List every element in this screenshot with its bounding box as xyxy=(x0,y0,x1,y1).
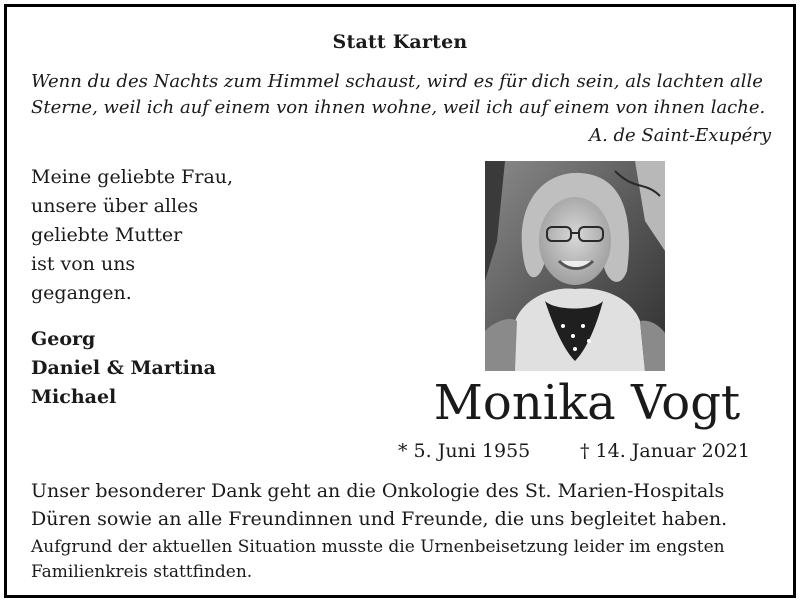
note-line-1: Aufgrund der aktuellen Situation musste die Urnenbeisetzung leider im engsten xyxy=(31,537,725,557)
birth-date: * 5. Juni 1955 xyxy=(398,440,531,462)
intro-line: geliebte Mutter xyxy=(31,224,183,246)
mourner-name: Daniel & Martina xyxy=(31,357,216,379)
portrait-image xyxy=(485,161,665,371)
mourners-list xyxy=(31,325,271,412)
quote-line-1: Wenn du des Nachts zum Himmel schaust, wird es für dich sein, als lachten alle xyxy=(31,71,763,92)
death-date: † 14. Januar 2021 xyxy=(580,440,751,462)
intro-line: unsere über alles xyxy=(31,195,199,217)
mourner-name: Michael xyxy=(31,386,117,408)
quote-author: A. de Saint-Exupéry xyxy=(589,125,771,146)
thanks-line-2: Düren sowie an alle Freundinnen und Freunde, die uns begleitet haben. xyxy=(31,508,728,530)
mourner-name: Georg xyxy=(31,328,96,350)
intro-line: Meine geliebte Frau, xyxy=(31,166,234,188)
intro-line: gegangen. xyxy=(31,282,132,304)
intro-text xyxy=(31,163,261,308)
quote xyxy=(31,69,771,121)
burial-note xyxy=(31,535,781,585)
note-line-2: Familienkreis stattfinden. xyxy=(31,562,253,582)
deceased-name: Monika Vogt xyxy=(433,375,741,431)
thanks-line-1: Unser besonderer Dank geht an die Onkologie des St. Marien-Hospitals xyxy=(31,480,725,502)
intro-line: ist von uns xyxy=(31,253,136,275)
thanks-text xyxy=(31,477,781,533)
notice-header: Statt Karten xyxy=(332,31,468,53)
quote-line-2: Sterne, weil ich auf einem von ihnen wohne, weil ich auf einem von ihnen lache. xyxy=(31,97,766,118)
portrait-photo xyxy=(485,161,665,371)
obituary-notice xyxy=(4,4,796,598)
